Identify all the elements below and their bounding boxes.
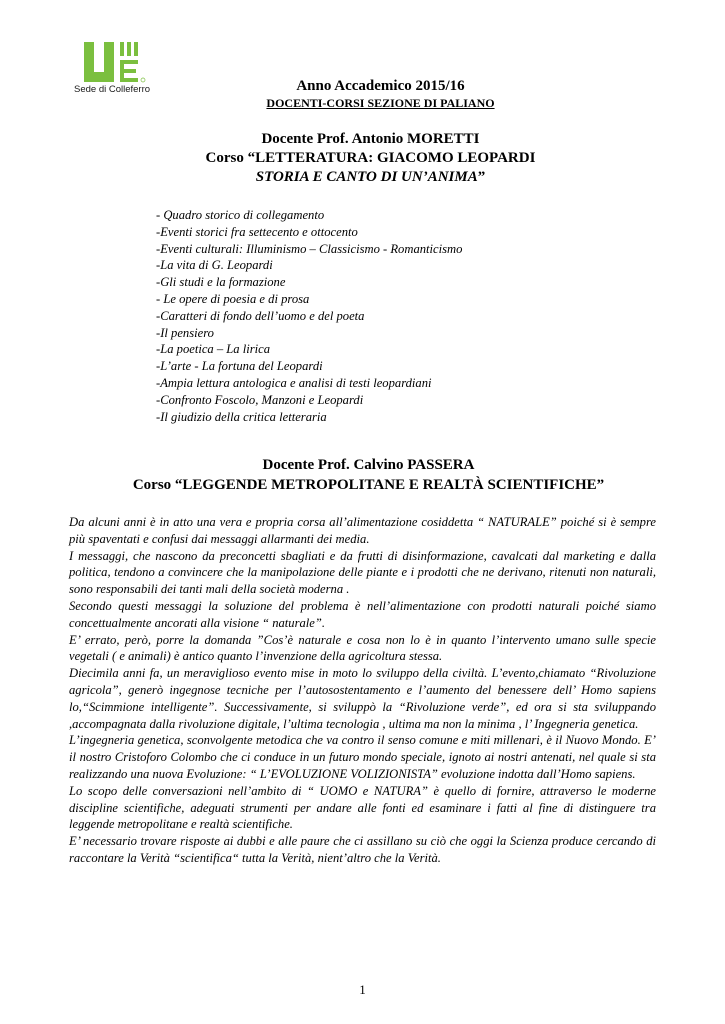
course1-topic-list	[156, 207, 462, 425]
paragraph: Secondo questi messaggi la soluzione del problema è nell’alimentazione con prodotti naturali poiché siamo concettualmente ancorati alla visione “ naturale”.	[69, 598, 656, 630]
list-item: -Confronto Foscolo, Manzoni e Leopardi	[156, 392, 364, 407]
list-item: -L’arte - La fortuna del Leopardi	[156, 359, 323, 374]
list-item: -Eventi culturali: Illuminismo – Classicismo - Romanticismo	[156, 241, 463, 256]
paragraph: E’ necessario trovare risposte ai dubbi e alle paure che ci assillano su ciò che oggi la Scienza produce cercando di raccontare la Verità “scientifica“ tutta la Verità, nient’altro che la Verità.	[69, 834, 656, 865]
paragraph: Diecimila anni fa, un meraviglioso evento mise in moto lo sviluppo della civiltà. L’evento,chiamato “Rivoluzione agricola”, generò ingegnose tecniche per l’autosostentamento e l’aumento del benessere dell’ Homo sapiens lo,“Scimmione intelligente”. Successivamente, si sviluppò la “Rivoluzione verde”, ed ora si sta sviluppando ,accompagnata dalla rivoluzione digitale, l’ultima tecnologia , ultima ma non la minima , l’ Ingegneria genetica.	[69, 666, 656, 731]
list-item: -La vita di G. Leopardi	[156, 258, 273, 273]
course1-subtitle-end: ”	[477, 169, 486, 185]
course1-subtitle	[8, 169, 725, 186]
list-item: -Caratteri di fondo dell’uomo e del poeta	[156, 308, 365, 323]
course2-title: Corso “LEGGENDE METROPOLITANE E REALTÀ SCIENTIFICHE”	[132, 477, 605, 493]
paragraph: L’ingegneria genetica, sconvolgente metodica che va contro il senso comune e miti millenari, è il Nuovo Mondo. E’ il nostro Cristoforo Colombo che ci conduce in un futuro mondo speciale, ignoto ai nostri antenati, nel quale si sta realizzando una nuova Evoluzione: “ L’EVOLUZIONE VOLIZIONISTA” evoluzione indotta dall’Homo sapiens.	[69, 733, 656, 781]
section-subtitle: DOCENTI-CORSI SEZIONE DI PALIANO	[266, 96, 495, 110]
list-item: -Il pensiero	[156, 325, 214, 340]
paragraph: E’ errato, però, porre la domanda ”Cos’è naturale e cosa non lo è in quanto l’intervento umano sulle specie vegetali ( e animali) è antico quanto l’invenzione della agricoltura stessa.	[69, 632, 656, 664]
course1-subtitle-italic: STORIA E CANTO DI UN’ANIMA	[255, 169, 478, 185]
list-item: -Gli studi e la formazione	[156, 275, 286, 290]
course2-teacher: Docente Prof. Calvino PASSERA	[262, 457, 475, 473]
list-item: -Ampia lettura antologica e analisi di testi leopardiani	[156, 375, 432, 390]
page-number: 1	[359, 982, 366, 997]
list-item: -Il giudizio della critica letteraria	[156, 409, 327, 424]
course2-description	[69, 514, 656, 867]
logo-caption: Sede di Colleferro	[74, 84, 151, 95]
paragraph: Lo scopo delle conversazioni nell’ambito di “ UOMO e NATURA” è quello di fornire, attraverso le moderne discipline scientifiche, adeguati strumenti per andare alle fonti ed esaminare i fatti al fine di distinguere tra leggende metropolitane e realtà scientifiche.	[69, 783, 656, 832]
list-item: - Le opere di poesia e di prosa	[156, 291, 310, 306]
course1-title: Corso “LETTERATURA: GIACOMO LEOPARDI	[205, 150, 536, 166]
list-item: - Quadro storico di collegamento	[156, 208, 325, 222]
list-item: -La poetica – La lirica	[156, 342, 271, 357]
paragraph: I messaggi, che nascono da preconcetti sbagliati e da frutti di disinformazione, cavalcati dal marketing e dalla politica, tendono a convincere che la manipolazione delle piante e i prodotti che ne derivano, ritenuti non naturali, sono responsabili dei tanti mali della società moderna .	[69, 548, 656, 597]
course1-teacher: Docente Prof. Antonio MORETTI	[261, 131, 480, 147]
list-item: -Eventi storici fra settecento e ottocento	[156, 224, 358, 239]
paragraph: Da alcuni anni è in atto una vera e propria corsa all’alimentazione cosiddetta “ NATURALE” poiché si è sempre più spaventati e confusi dai messaggi allarmanti dei media.	[69, 515, 656, 546]
academic-year-heading: Anno Accademico 2015/16	[296, 78, 465, 94]
